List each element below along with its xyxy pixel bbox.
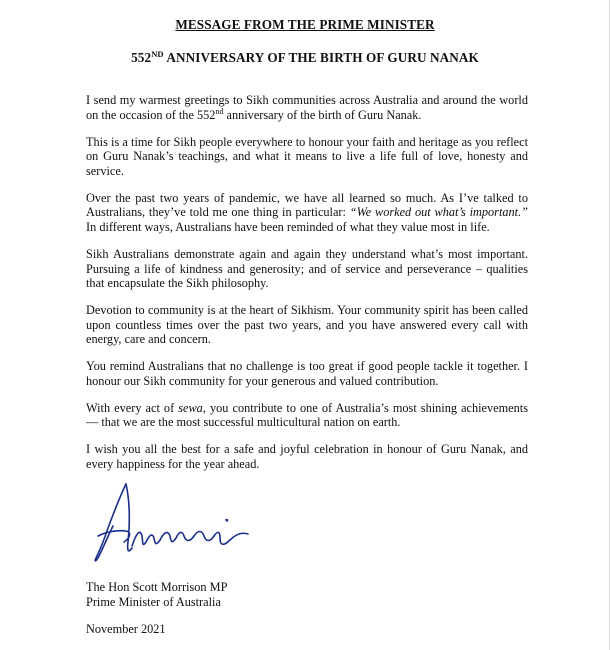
paragraph-reflection: This is a time for Sikh people everywhere to honour your faith and heritage as you reflect on Guru Nanak’s teachings, and what it means to live a life full of love, honesty and service. [86, 134, 528, 178]
subtitle-ordinal: ND [151, 49, 164, 59]
italic-term: sewa [178, 400, 203, 415]
signatory-name: The Hon Scott Morrison MP [86, 580, 228, 594]
paragraph-text: anniversary of the birth of Guru Nanak. [223, 107, 422, 122]
paragraph-community: Devotion to community is at the heart of Sikhism. Your community spirit has been called upon countless times over the past two years, and you have answered every call with energy, care and concern. [86, 303, 528, 347]
paragraph-pandemic [86, 191, 528, 235]
paragraph-text: I send my warmest greetings to Sikh communities across Australia and around the world on the occasion of the 552 [86, 93, 528, 122]
ordinal-superscript: nd [215, 106, 224, 116]
paragraph-wishes: I wish you all the best for a safe and joyful celebration in honour of Guru Nanak, and every happiness for the year ahead. [86, 442, 528, 472]
paragraph-greeting [86, 93, 528, 122]
page-subtitle [0, 50, 610, 66]
italic-quote: “We worked out what’s important.” [349, 205, 528, 220]
paragraph-values: Sikh Australians demonstrate again and again they understand what’s most important. Pursuing a life of kindness and generosity; and of service and perseverance – qualities that encapsulate the Sikh philosophy. [86, 246, 528, 291]
signatory-block [86, 580, 227, 611]
paragraph-challenge: You remind Australians that no challenge is too great if good people tackle it together. I honour our Sikh community for your generous and valued contribution. [86, 359, 528, 388]
letter-body [86, 93, 528, 484]
paragraph-sewa [86, 401, 528, 430]
paragraph-text: In different ways, Australians have been reminded of what they value most in life. [86, 219, 490, 234]
signatory-role: Prime Minister of Australia [86, 595, 221, 610]
paragraph-text: , you contribute to one of Australia’s most shining achievements — that we are the most successful multicultural nation on earth. [86, 400, 528, 430]
page-title: MESSAGE FROM THE PRIME MINISTER [175, 17, 435, 32]
paragraph-text: With every act of [86, 400, 179, 415]
paragraph-text: Over the past two years of pandemic, we have all learned so much. As I’ve talked to Australians, they’ve told me one thing in particular: [86, 190, 528, 220]
signature-icon [86, 476, 256, 576]
subtitle-number: 552 [131, 50, 152, 65]
subtitle-text: ANNIVERSARY OF THE BIRTH OF GURU NANAK [163, 50, 479, 65]
letter-date: November 2021 [86, 622, 166, 636]
